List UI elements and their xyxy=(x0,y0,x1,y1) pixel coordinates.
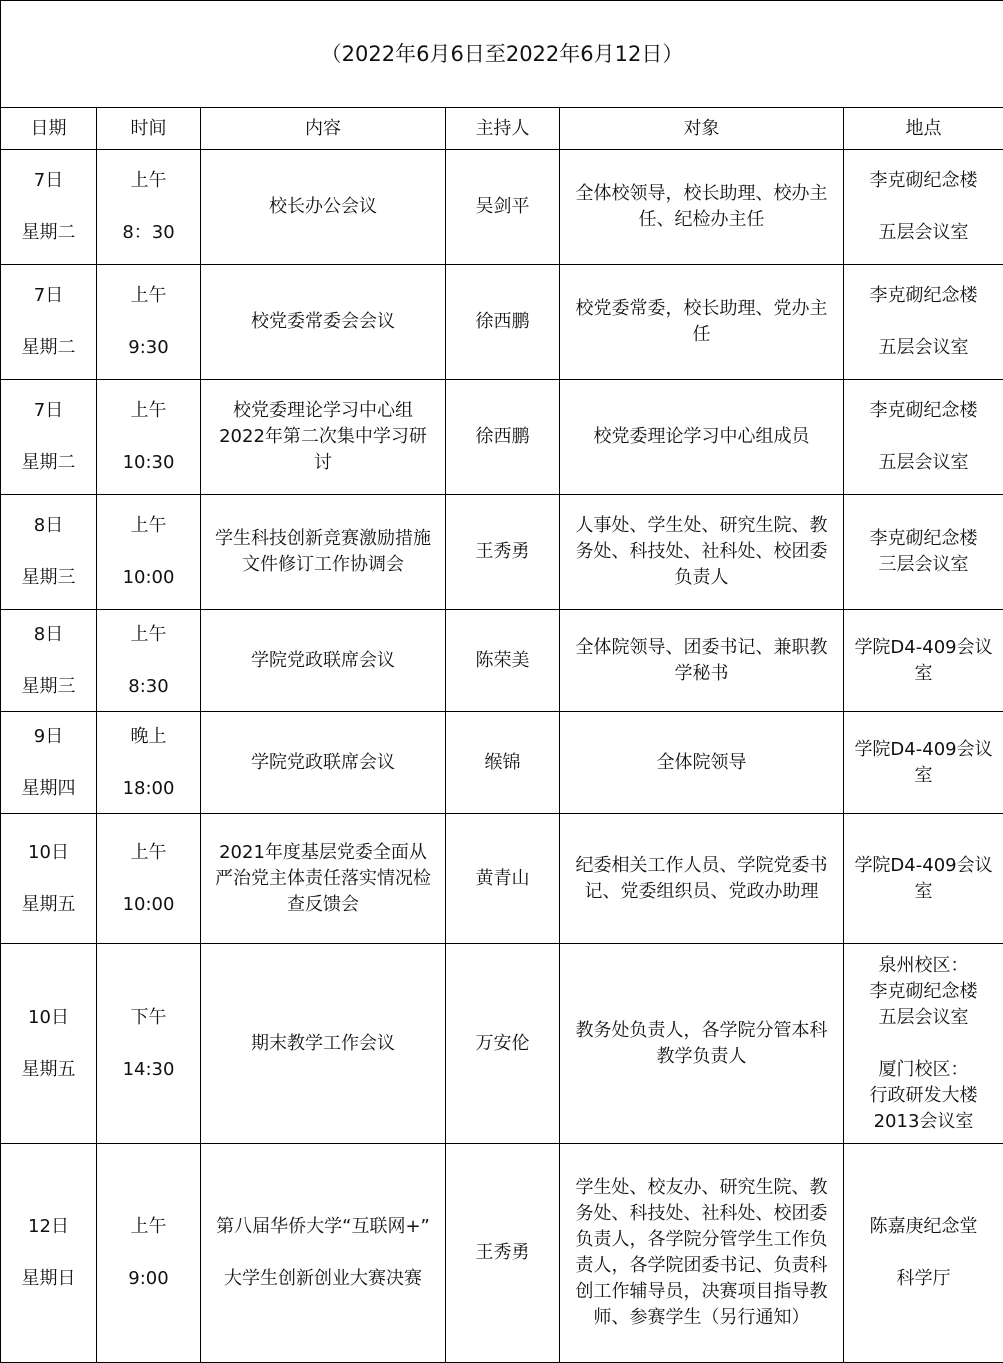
location-building: 李克砌纪念楼 xyxy=(850,398,997,424)
location-campus-label: 厦门校区： xyxy=(850,1057,997,1083)
time-clock: 8：30 xyxy=(103,220,194,246)
time-period: 上午 xyxy=(103,1214,194,1240)
header-time: 时间 xyxy=(97,108,201,150)
time-cell xyxy=(97,814,201,944)
location-room: 五层会议室 xyxy=(850,220,997,246)
date-day: 7日 xyxy=(7,283,90,309)
time-period: 上午 xyxy=(103,840,194,866)
date-day: 9日 xyxy=(7,724,90,750)
date-cell xyxy=(1,712,97,814)
time-cell xyxy=(97,265,201,380)
target-cell: 纪委相关工作人员、学院党委书记、党委组织员、党政办助理 xyxy=(560,814,844,944)
time-cell xyxy=(97,944,201,1144)
location-room: 2013会议室 xyxy=(850,1109,997,1135)
date-day: 12日 xyxy=(7,1214,90,1240)
content-cell: 期末教学工作会议 xyxy=(201,944,446,1144)
time-period: 上午 xyxy=(103,398,194,424)
schedule-title: （2022年6月6日至2022年6月12日） xyxy=(1,1,1003,108)
target-cell: 校党委常委，校长助理、党办主任 xyxy=(560,265,844,380)
time-cell xyxy=(97,1144,201,1363)
host-cell: 黄青山 xyxy=(446,814,560,944)
host-cell: 陈荣美 xyxy=(446,610,560,712)
host-cell: 徐西鹏 xyxy=(446,265,560,380)
date-day: 8日 xyxy=(7,513,90,539)
content-line: 第八届华侨大学“互联网+” xyxy=(211,1214,435,1240)
time-period: 上午 xyxy=(103,283,194,309)
date-weekday: 星期四 xyxy=(7,776,90,802)
date-cell xyxy=(1,150,97,265)
location-building: 李克砌纪念楼 xyxy=(850,979,997,1005)
table-row xyxy=(1,380,1003,495)
host-cell: 吴剑平 xyxy=(446,150,560,265)
content-cell xyxy=(201,1144,446,1363)
table-row xyxy=(1,944,1003,1144)
date-weekday: 星期二 xyxy=(7,335,90,361)
content-cell: 校党委理论学习中心组2022年第二次集中学习研讨 xyxy=(201,380,446,495)
date-weekday: 星期三 xyxy=(7,565,90,591)
header-date: 日期 xyxy=(1,108,97,150)
header-content: 内容 xyxy=(201,108,446,150)
date-weekday: 星期五 xyxy=(7,1057,90,1083)
host-cell: 徐西鹏 xyxy=(446,380,560,495)
location-building: 行政研发大楼 xyxy=(850,1083,997,1109)
time-clock: 9:30 xyxy=(103,335,194,361)
time-clock: 10:00 xyxy=(103,565,194,591)
content-cell: 学院党政联席会议 xyxy=(201,712,446,814)
target-cell: 人事处、学生处、研究生院、教务处、科技处、社科处、校团委负责人 xyxy=(560,495,844,610)
content-cell: 2021年度基层党委全面从严治党主体责任落实情况检查反馈会 xyxy=(201,814,446,944)
time-clock: 10:00 xyxy=(103,892,194,918)
time-period: 晚上 xyxy=(103,724,194,750)
host-cell: 万安伦 xyxy=(446,944,560,1144)
location-cell: 学院D4-409会议室 xyxy=(844,712,1003,814)
date-weekday: 星期五 xyxy=(7,892,90,918)
target-cell: 校党委理论学习中心组成员 xyxy=(560,380,844,495)
table-row xyxy=(1,814,1003,944)
date-day: 10日 xyxy=(7,840,90,866)
time-clock: 9:00 xyxy=(103,1266,194,1292)
location-building: 陈嘉庚纪念堂 xyxy=(850,1214,997,1240)
content-cell: 校长办公会议 xyxy=(201,150,446,265)
location-spacer xyxy=(850,1031,997,1057)
location-cell xyxy=(844,150,1003,265)
time-period: 下午 xyxy=(103,1005,194,1031)
host-cell: 王秀勇 xyxy=(446,1144,560,1363)
time-cell xyxy=(97,150,201,265)
location-room: 三层会议室 xyxy=(850,552,997,578)
host-cell: 缑锦 xyxy=(446,712,560,814)
date-cell xyxy=(1,495,97,610)
table-row xyxy=(1,712,1003,814)
location-cell xyxy=(844,944,1003,1144)
header-row xyxy=(1,108,1003,150)
date-day: 7日 xyxy=(7,168,90,194)
date-cell xyxy=(1,265,97,380)
date-cell xyxy=(1,380,97,495)
date-cell xyxy=(1,610,97,712)
time-clock: 18:00 xyxy=(103,776,194,802)
location-room: 五层会议室 xyxy=(850,335,997,361)
target-cell: 全体校领导，校长助理、校办主任、纪检办主任 xyxy=(560,150,844,265)
date-weekday: 星期三 xyxy=(7,674,90,700)
content-spacer xyxy=(211,1240,435,1266)
content-line: 大学生创新创业大赛决赛 xyxy=(211,1266,435,1292)
time-clock: 10:30 xyxy=(103,450,194,476)
location-cell xyxy=(844,1144,1003,1363)
location-cell: 学院D4-409会议室 xyxy=(844,814,1003,944)
date-cell xyxy=(1,1144,97,1363)
date-day: 10日 xyxy=(7,1005,90,1031)
table-row xyxy=(1,495,1003,610)
target-cell: 全体院领导 xyxy=(560,712,844,814)
date-weekday: 星期日 xyxy=(7,1266,90,1292)
target-cell: 全体院领导、团委书记、兼职教学秘书 xyxy=(560,610,844,712)
time-clock: 8:30 xyxy=(103,674,194,700)
location-building: 李克砌纪念楼 xyxy=(850,283,997,309)
date-weekday: 星期二 xyxy=(7,220,90,246)
date-day: 8日 xyxy=(7,622,90,648)
time-period: 上午 xyxy=(103,622,194,648)
header-target: 对象 xyxy=(560,108,844,150)
location-cell xyxy=(844,265,1003,380)
header-location: 地点 xyxy=(844,108,1003,150)
table-row xyxy=(1,150,1003,265)
table-row xyxy=(1,1144,1003,1363)
location-room: 五层会议室 xyxy=(850,450,997,476)
location-building: 李克砌纪念楼 xyxy=(850,168,997,194)
date-weekday: 星期二 xyxy=(7,450,90,476)
location-building: 李克砌纪念楼 xyxy=(850,526,997,552)
table-row xyxy=(1,265,1003,380)
content-cell: 校党委常委会会议 xyxy=(201,265,446,380)
target-cell: 教务处负责人，各学院分管本科教学负责人 xyxy=(560,944,844,1144)
time-clock: 14:30 xyxy=(103,1057,194,1083)
time-cell xyxy=(97,380,201,495)
location-cell xyxy=(844,380,1003,495)
location-cell: 学院D4-409会议室 xyxy=(844,610,1003,712)
date-cell xyxy=(1,944,97,1144)
date-day: 7日 xyxy=(7,398,90,424)
time-cell xyxy=(97,712,201,814)
location-campus-label: 泉州校区： xyxy=(850,953,997,979)
time-cell xyxy=(97,495,201,610)
table-row xyxy=(1,610,1003,712)
target-cell: 学生处、校友办、研究生院、教务处、科技处、社科处、校团委负责人，各学院分管学生工作负责人，各学院团委书记、负责科创工作辅导员，决赛项目指导教师、参赛学生（另行通知） xyxy=(560,1144,844,1363)
location-room: 五层会议室 xyxy=(850,1005,997,1031)
content-cell: 学院党政联席会议 xyxy=(201,610,446,712)
time-period: 上午 xyxy=(103,513,194,539)
time-period: 上午 xyxy=(103,168,194,194)
location-cell xyxy=(844,495,1003,610)
location-room: 科学厅 xyxy=(850,1266,997,1292)
host-cell: 王秀勇 xyxy=(446,495,560,610)
date-cell xyxy=(1,814,97,944)
content-cell: 学生科技创新竞赛激励措施文件修订工作协调会 xyxy=(201,495,446,610)
header-host: 主持人 xyxy=(446,108,560,150)
time-cell xyxy=(97,610,201,712)
